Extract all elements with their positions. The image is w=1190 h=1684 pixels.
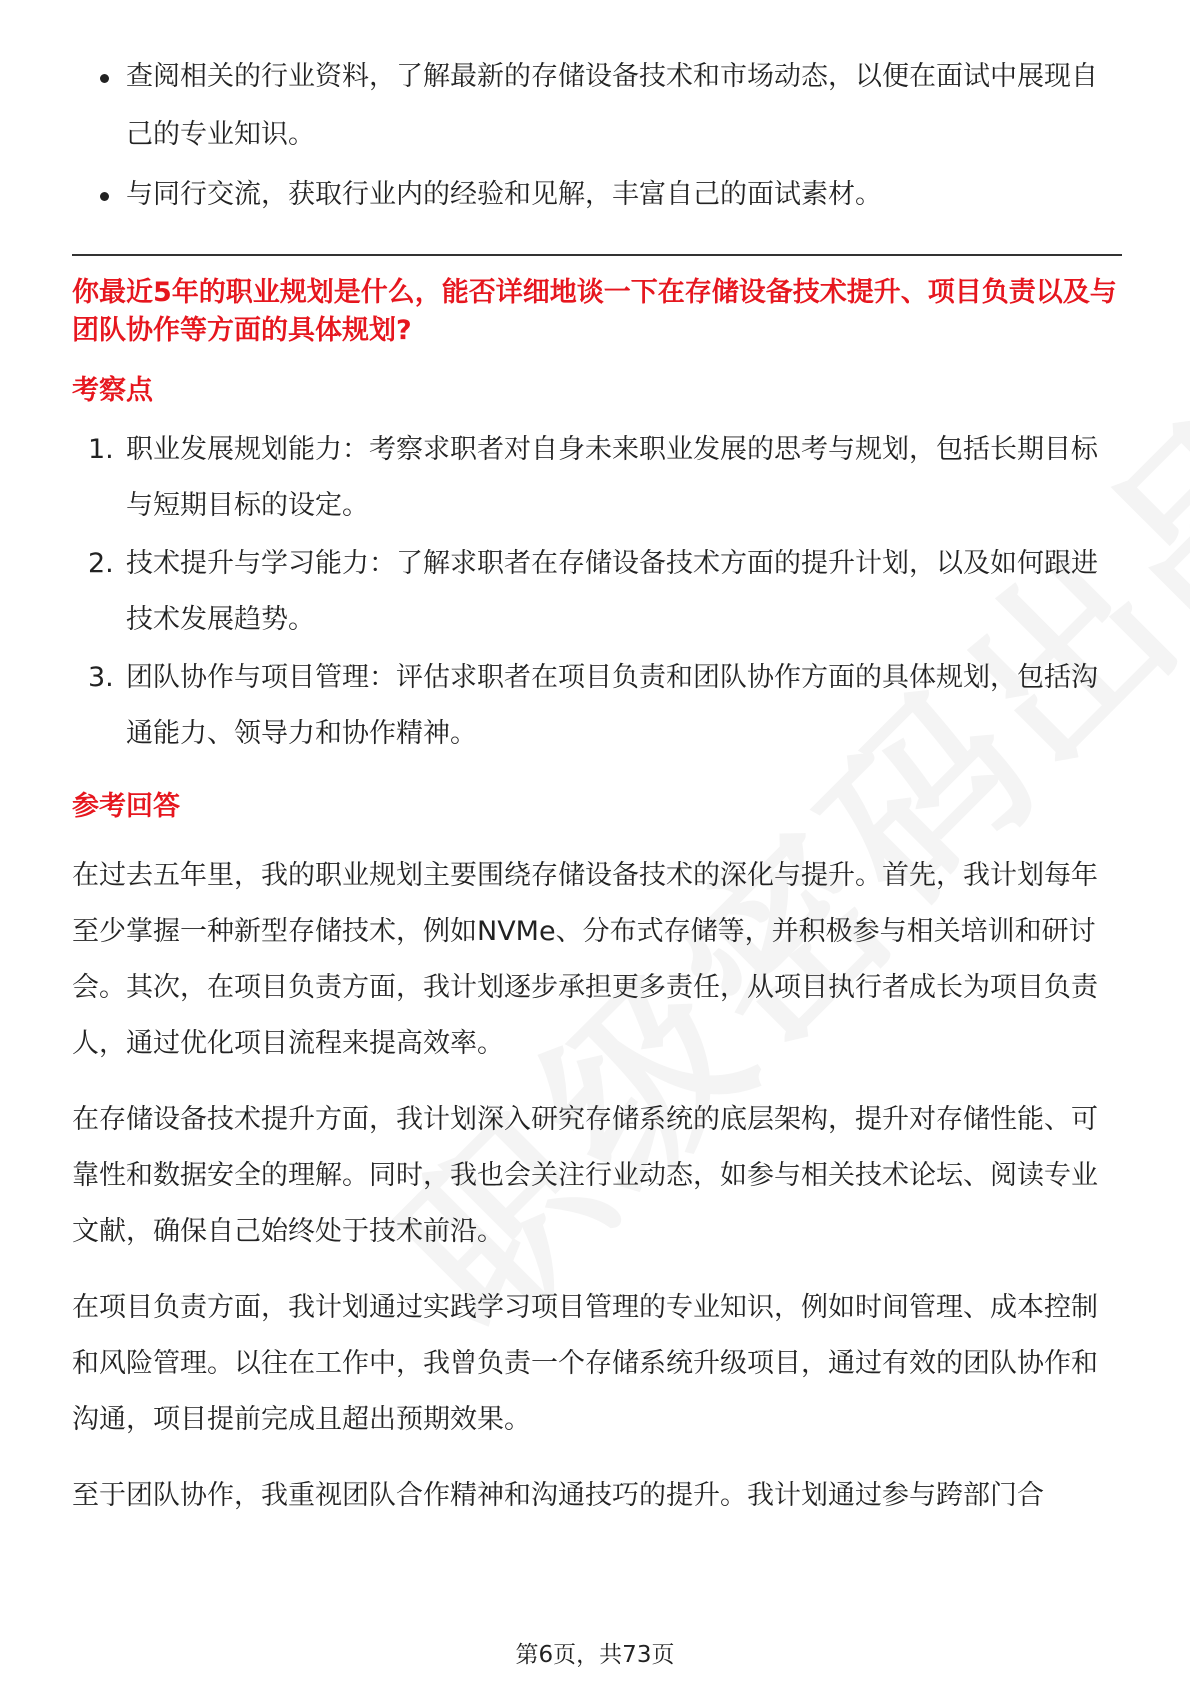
focus-item bbox=[72, 536, 1122, 648]
bullet-text: 查阅相关的行业资料，了解最新的存储设备技术和市场动态，以便在面试中展现自己的专业知识。 bbox=[126, 61, 1098, 150]
focus-item bbox=[72, 422, 1122, 534]
interview-question: 你最近5年的职业规划是什么，能否详细地谈一下在存储设备技术提升、项目负责以及与团队协作等方面的具体规划? bbox=[72, 277, 1117, 346]
bullet-item bbox=[72, 48, 1122, 164]
page-content bbox=[72, 48, 1122, 1544]
focus-item-number: 3. bbox=[88, 662, 114, 693]
bullet-dot-icon bbox=[100, 192, 109, 201]
answer-heading: 参考回答 bbox=[72, 791, 180, 822]
page-number-footer: 第6页，共73页 bbox=[515, 1642, 675, 1668]
section-divider bbox=[72, 254, 1122, 256]
focus-item-number: 2. bbox=[88, 548, 114, 579]
answer-paragraph: 在项目负责方面，我计划通过实践学习项目管理的专业知识，例如时间管理、成本控制和风险管理。以往在工作中，我曾负责一个存储系统升级项目，通过有效的团队协作和沟通，项目提前完成且超出预期效果。 bbox=[72, 1292, 1098, 1435]
focus-item-text: 技术提升与学习能力：了解求职者在存储设备技术方面的提升计划，以及如何跟进技术发展趋势。 bbox=[126, 548, 1098, 635]
bullet-text: 与同行交流，获取行业内的经验和见解，丰富自己的面试素材。 bbox=[126, 179, 882, 210]
answer-paragraph: 至于团队协作，我重视团队合作精神和沟通技巧的提升。我计划通过参与跨部门合 bbox=[72, 1480, 1044, 1511]
answer-paragraph: 在存储设备技术提升方面，我计划深入研究存储系统的底层架构，提升对存储性能、可靠性和数据安全的理解。同时，我也会关注行业动态，如参与相关技术论坛、阅读专业文献，确保自己始终处于技术前沿。 bbox=[72, 1104, 1098, 1247]
bullet-item bbox=[72, 166, 1122, 224]
bullet-dot-icon bbox=[100, 74, 109, 83]
focus-item-text: 职业发展规划能力：考察求职者对自身未来职业发展的思考与规划，包括长期目标与短期目标的设定。 bbox=[126, 434, 1098, 521]
focus-item bbox=[72, 650, 1122, 762]
answer-paragraph: 在过去五年里，我的职业规划主要围绕存储设备技术的深化与提升。首先，我计划每年至少掌握一种新型存储技术，例如NVMe、分布式存储等，并积极参与相关培训和研讨会。其次，在项目负责方面，我计划逐步承担更多责任，从项目执行者成长为项目负责人，通过优化项目流程来提高效率。 bbox=[72, 860, 1098, 1059]
focus-item-text: 团队协作与项目管理：评估求职者在项目负责和团队协作方面的具体规划，包括沟通能力、领导力和协作精神。 bbox=[126, 662, 1098, 749]
intro-bullet-list bbox=[72, 48, 1122, 224]
focus-item-number: 1. bbox=[88, 434, 114, 465]
focus-heading: 考察点 bbox=[72, 375, 153, 406]
focus-list bbox=[72, 422, 1122, 762]
